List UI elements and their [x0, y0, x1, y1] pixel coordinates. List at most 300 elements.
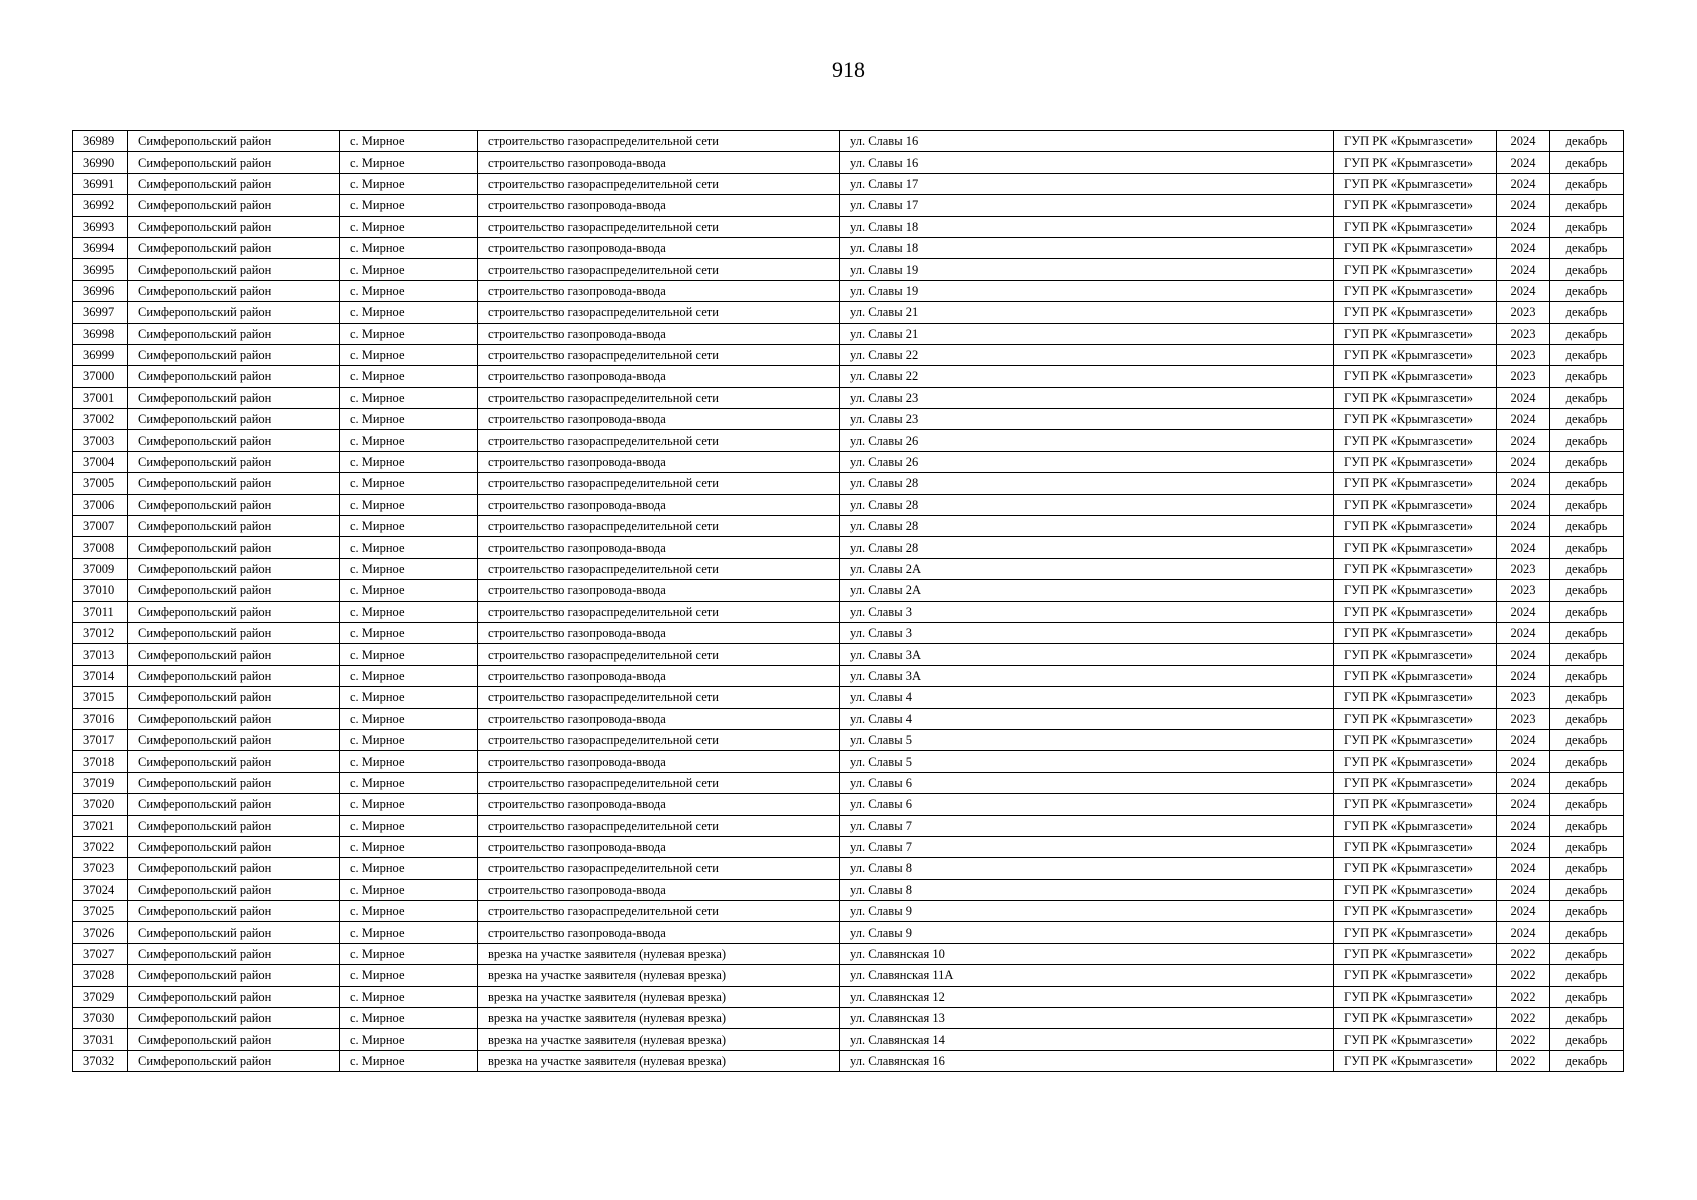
address-cell: ул. Славы 28	[840, 494, 1334, 515]
work-type-cell: строительство газораспределительной сети	[478, 131, 840, 152]
table-row	[73, 836, 1624, 857]
address-cell: ул. Славы 22	[840, 344, 1334, 365]
year-cell: 2024	[1497, 173, 1550, 194]
address-cell: ул. Славы 28	[840, 473, 1334, 494]
work-type-cell: строительство газораспределительной сети	[478, 601, 840, 622]
settlement-cell: с. Мирное	[340, 302, 478, 323]
address-cell: ул. Славы 7	[840, 836, 1334, 857]
month-cell: декабрь	[1550, 430, 1624, 451]
year-cell: 2024	[1497, 409, 1550, 430]
work-type-cell: строительство газораспределительной сети	[478, 815, 840, 836]
settlement-cell: с. Мирное	[340, 815, 478, 836]
settlement-cell: с. Мирное	[340, 259, 478, 280]
year-cell: 2024	[1497, 387, 1550, 408]
address-cell: ул. Славы 18	[840, 237, 1334, 258]
organization-cell: ГУП РК «Крымгазсети»	[1334, 644, 1497, 665]
month-cell: декабрь	[1550, 772, 1624, 793]
settlement-cell: с. Мирное	[340, 323, 478, 344]
month-cell: декабрь	[1550, 836, 1624, 857]
table-row	[73, 965, 1624, 986]
settlement-cell: с. Мирное	[340, 430, 478, 451]
organization-cell: ГУП РК «Крымгазсети»	[1334, 558, 1497, 579]
year-cell: 2024	[1497, 751, 1550, 772]
row-number-cell: 37008	[73, 537, 128, 558]
address-cell: ул. Славы 23	[840, 387, 1334, 408]
organization-cell: ГУП РК «Крымгазсети»	[1334, 494, 1497, 515]
settlement-cell: с. Мирное	[340, 1050, 478, 1071]
row-number-cell: 36993	[73, 216, 128, 237]
address-cell: ул. Славы 2А	[840, 558, 1334, 579]
month-cell: декабрь	[1550, 622, 1624, 643]
organization-cell: ГУП РК «Крымгазсети»	[1334, 965, 1497, 986]
year-cell: 2024	[1497, 430, 1550, 451]
year-cell: 2024	[1497, 237, 1550, 258]
organization-cell: ГУП РК «Крымгазсети»	[1334, 1050, 1497, 1071]
month-cell: декабрь	[1550, 280, 1624, 301]
month-cell: декабрь	[1550, 815, 1624, 836]
month-cell: декабрь	[1550, 922, 1624, 943]
month-cell: декабрь	[1550, 558, 1624, 579]
district-cell: Симферопольский район	[128, 366, 340, 387]
table-row	[73, 516, 1624, 537]
address-cell: ул. Славы 16	[840, 152, 1334, 173]
year-cell: 2024	[1497, 922, 1550, 943]
row-number-cell: 37021	[73, 815, 128, 836]
address-cell: ул. Славы 22	[840, 366, 1334, 387]
settlement-cell: с. Мирное	[340, 858, 478, 879]
organization-cell: ГУП РК «Крымгазсети»	[1334, 537, 1497, 558]
year-cell: 2024	[1497, 601, 1550, 622]
district-cell: Симферопольский район	[128, 323, 340, 344]
month-cell: декабрь	[1550, 751, 1624, 772]
month-cell: декабрь	[1550, 601, 1624, 622]
work-type-cell: строительство газораспределительной сети	[478, 430, 840, 451]
month-cell: декабрь	[1550, 302, 1624, 323]
address-cell: ул. Славы 19	[840, 280, 1334, 301]
row-number-cell: 37019	[73, 772, 128, 793]
district-cell: Симферопольский район	[128, 665, 340, 686]
district-cell: Симферопольский район	[128, 601, 340, 622]
organization-cell: ГУП РК «Крымгазсети»	[1334, 772, 1497, 793]
work-type-cell: строительство газопровода-ввода	[478, 237, 840, 258]
settlement-cell: с. Мирное	[340, 687, 478, 708]
table-row	[73, 494, 1624, 515]
month-cell: декабрь	[1550, 494, 1624, 515]
month-cell: декабрь	[1550, 858, 1624, 879]
month-cell: декабрь	[1550, 1029, 1624, 1050]
table-row	[73, 1050, 1624, 1071]
district-cell: Симферопольский район	[128, 280, 340, 301]
row-number-cell: 37028	[73, 965, 128, 986]
district-cell: Симферопольский район	[128, 409, 340, 430]
district-cell: Симферопольский район	[128, 195, 340, 216]
work-type-cell: строительство газопровода-ввода	[478, 494, 840, 515]
year-cell: 2024	[1497, 451, 1550, 472]
work-type-cell: строительство газопровода-ввода	[478, 622, 840, 643]
year-cell: 2022	[1497, 986, 1550, 1007]
organization-cell: ГУП РК «Крымгазсети»	[1334, 280, 1497, 301]
address-cell: ул. Славы 16	[840, 131, 1334, 152]
work-type-cell: врезка на участке заявителя (нулевая врезка)	[478, 1029, 840, 1050]
row-number-cell: 37020	[73, 794, 128, 815]
year-cell: 2023	[1497, 558, 1550, 579]
table-row	[73, 729, 1624, 750]
table-row	[73, 387, 1624, 408]
month-cell: декабрь	[1550, 901, 1624, 922]
year-cell: 2023	[1497, 302, 1550, 323]
table-row	[73, 259, 1624, 280]
work-type-cell: строительство газораспределительной сети	[478, 259, 840, 280]
year-cell: 2024	[1497, 195, 1550, 216]
address-cell: ул. Славы 3	[840, 622, 1334, 643]
settlement-cell: с. Мирное	[340, 836, 478, 857]
district-cell: Симферопольский район	[128, 986, 340, 1007]
month-cell: декабрь	[1550, 366, 1624, 387]
row-number-cell: 37012	[73, 622, 128, 643]
district-cell: Симферопольский район	[128, 580, 340, 601]
month-cell: декабрь	[1550, 708, 1624, 729]
work-type-cell: строительство газораспределительной сети	[478, 687, 840, 708]
organization-cell: ГУП РК «Крымгазсети»	[1334, 580, 1497, 601]
month-cell: декабрь	[1550, 237, 1624, 258]
row-number-cell: 36994	[73, 237, 128, 258]
row-number-cell: 37003	[73, 430, 128, 451]
table-row	[73, 173, 1624, 194]
settlement-cell: с. Мирное	[340, 644, 478, 665]
district-cell: Симферопольский район	[128, 537, 340, 558]
address-cell: ул. Славы 8	[840, 879, 1334, 900]
year-cell: 2022	[1497, 1029, 1550, 1050]
row-number-cell: 37022	[73, 836, 128, 857]
address-cell: ул. Славянская 10	[840, 943, 1334, 964]
month-cell: декабрь	[1550, 986, 1624, 1007]
organization-cell: ГУП РК «Крымгазсети»	[1334, 323, 1497, 344]
district-cell: Симферопольский район	[128, 815, 340, 836]
organization-cell: ГУП РК «Крымгазсети»	[1334, 409, 1497, 430]
year-cell: 2023	[1497, 323, 1550, 344]
address-cell: ул. Славянская 11А	[840, 965, 1334, 986]
district-cell: Симферопольский район	[128, 344, 340, 365]
row-number-cell: 37011	[73, 601, 128, 622]
district-cell: Симферопольский район	[128, 836, 340, 857]
settlement-cell: с. Мирное	[340, 1008, 478, 1029]
settlement-cell: с. Мирное	[340, 131, 478, 152]
table-row	[73, 152, 1624, 173]
work-type-cell: строительство газораспределительной сети	[478, 387, 840, 408]
settlement-cell: с. Мирное	[340, 622, 478, 643]
work-type-cell: строительство газораспределительной сети	[478, 473, 840, 494]
month-cell: декабрь	[1550, 451, 1624, 472]
row-number-cell: 37002	[73, 409, 128, 430]
district-cell: Симферопольский район	[128, 965, 340, 986]
row-number-cell: 37029	[73, 986, 128, 1007]
organization-cell: ГУП РК «Крымгазсети»	[1334, 879, 1497, 900]
organization-cell: ГУП РК «Крымгазсети»	[1334, 665, 1497, 686]
work-type-cell: врезка на участке заявителя (нулевая врезка)	[478, 965, 840, 986]
organization-cell: ГУП РК «Крымгазсети»	[1334, 729, 1497, 750]
work-type-cell: строительство газопровода-ввода	[478, 195, 840, 216]
organization-cell: ГУП РК «Крымгазсети»	[1334, 152, 1497, 173]
organization-cell: ГУП РК «Крымгазсети»	[1334, 901, 1497, 922]
row-number-cell: 37026	[73, 922, 128, 943]
district-cell: Симферопольский район	[128, 494, 340, 515]
organization-cell: ГУП РК «Крымгазсети»	[1334, 131, 1497, 152]
row-number-cell: 36999	[73, 344, 128, 365]
year-cell: 2024	[1497, 901, 1550, 922]
gas-works-table	[72, 130, 1624, 1072]
year-cell: 2024	[1497, 516, 1550, 537]
table-row	[73, 901, 1624, 922]
row-number-cell: 37030	[73, 1008, 128, 1029]
year-cell: 2024	[1497, 815, 1550, 836]
settlement-cell: с. Мирное	[340, 751, 478, 772]
table-row	[73, 366, 1624, 387]
address-cell: ул. Славы 3А	[840, 644, 1334, 665]
settlement-cell: с. Мирное	[340, 601, 478, 622]
table-row	[73, 280, 1624, 301]
year-cell: 2024	[1497, 131, 1550, 152]
work-type-cell: строительство газопровода-ввода	[478, 708, 840, 729]
address-cell: ул. Славы 5	[840, 751, 1334, 772]
address-cell: ул. Славы 7	[840, 815, 1334, 836]
year-cell: 2022	[1497, 1008, 1550, 1029]
month-cell: декабрь	[1550, 323, 1624, 344]
settlement-cell: с. Мирное	[340, 794, 478, 815]
table-row	[73, 622, 1624, 643]
address-cell: ул. Славы 17	[840, 195, 1334, 216]
year-cell: 2024	[1497, 622, 1550, 643]
row-number-cell: 37023	[73, 858, 128, 879]
work-type-cell: строительство газопровода-ввода	[478, 922, 840, 943]
organization-cell: ГУП РК «Крымгазсети»	[1334, 836, 1497, 857]
work-type-cell: строительство газораспределительной сети	[478, 216, 840, 237]
row-number-cell: 37024	[73, 879, 128, 900]
work-type-cell: строительство газораспределительной сети	[478, 644, 840, 665]
settlement-cell: с. Мирное	[340, 772, 478, 793]
month-cell: декабрь	[1550, 409, 1624, 430]
table-row	[73, 195, 1624, 216]
district-cell: Симферопольский район	[128, 558, 340, 579]
month-cell: декабрь	[1550, 131, 1624, 152]
settlement-cell: с. Мирное	[340, 173, 478, 194]
district-cell: Симферопольский район	[128, 516, 340, 537]
row-number-cell: 37014	[73, 665, 128, 686]
settlement-cell: с. Мирное	[340, 152, 478, 173]
address-cell: ул. Славы 3А	[840, 665, 1334, 686]
settlement-cell: с. Мирное	[340, 280, 478, 301]
row-number-cell: 37010	[73, 580, 128, 601]
settlement-cell: с. Мирное	[340, 237, 478, 258]
settlement-cell: с. Мирное	[340, 943, 478, 964]
district-cell: Симферопольский район	[128, 387, 340, 408]
year-cell: 2023	[1497, 687, 1550, 708]
settlement-cell: с. Мирное	[340, 965, 478, 986]
organization-cell: ГУП РК «Крымгазсети»	[1334, 259, 1497, 280]
work-type-cell: строительство газораспределительной сети	[478, 516, 840, 537]
table-row	[73, 473, 1624, 494]
table-row	[73, 858, 1624, 879]
address-cell: ул. Славы 9	[840, 901, 1334, 922]
settlement-cell: с. Мирное	[340, 387, 478, 408]
address-cell: ул. Славы 28	[840, 537, 1334, 558]
settlement-cell: с. Мирное	[340, 729, 478, 750]
district-cell: Симферопольский район	[128, 216, 340, 237]
month-cell: декабрь	[1550, 729, 1624, 750]
row-number-cell: 36995	[73, 259, 128, 280]
district-cell: Симферопольский район	[128, 772, 340, 793]
year-cell: 2024	[1497, 152, 1550, 173]
row-number-cell: 37006	[73, 494, 128, 515]
settlement-cell: с. Мирное	[340, 708, 478, 729]
month-cell: декабрь	[1550, 537, 1624, 558]
row-number-cell: 37013	[73, 644, 128, 665]
settlement-cell: с. Мирное	[340, 344, 478, 365]
district-cell: Симферопольский район	[128, 794, 340, 815]
organization-cell: ГУП РК «Крымгазсети»	[1334, 794, 1497, 815]
table-row	[73, 687, 1624, 708]
row-number-cell: 37015	[73, 687, 128, 708]
row-number-cell: 37031	[73, 1029, 128, 1050]
year-cell: 2024	[1497, 473, 1550, 494]
district-cell: Симферопольский район	[128, 259, 340, 280]
organization-cell: ГУП РК «Крымгазсети»	[1334, 195, 1497, 216]
district-cell: Симферопольский район	[128, 687, 340, 708]
row-number-cell: 37009	[73, 558, 128, 579]
address-cell: ул. Славы 3	[840, 601, 1334, 622]
work-type-cell: строительство газопровода-ввода	[478, 879, 840, 900]
work-type-cell: врезка на участке заявителя (нулевая врезка)	[478, 1008, 840, 1029]
address-cell: ул. Славы 5	[840, 729, 1334, 750]
year-cell: 2024	[1497, 494, 1550, 515]
address-cell: ул. Славянская 14	[840, 1029, 1334, 1050]
address-cell: ул. Славянская 16	[840, 1050, 1334, 1071]
table-row	[73, 1008, 1624, 1029]
table-row	[73, 644, 1624, 665]
work-type-cell: строительство газопровода-ввода	[478, 280, 840, 301]
address-cell: ул. Славы 21	[840, 302, 1334, 323]
settlement-cell: с. Мирное	[340, 665, 478, 686]
district-cell: Симферопольский район	[128, 131, 340, 152]
row-number-cell: 36990	[73, 152, 128, 173]
organization-cell: ГУП РК «Крымгазсети»	[1334, 943, 1497, 964]
address-cell: ул. Славы 17	[840, 173, 1334, 194]
row-number-cell: 37005	[73, 473, 128, 494]
work-type-cell: строительство газопровода-ввода	[478, 366, 840, 387]
settlement-cell: с. Мирное	[340, 901, 478, 922]
row-number-cell: 37001	[73, 387, 128, 408]
year-cell: 2024	[1497, 729, 1550, 750]
work-type-cell: строительство газораспределительной сети	[478, 558, 840, 579]
district-cell: Симферопольский район	[128, 901, 340, 922]
table-row	[73, 323, 1624, 344]
year-cell: 2024	[1497, 794, 1550, 815]
page-number: 918	[832, 57, 865, 82]
organization-cell: ГУП РК «Крымгазсети»	[1334, 302, 1497, 323]
district-cell: Симферопольский район	[128, 173, 340, 194]
table-row	[73, 237, 1624, 258]
work-type-cell: врезка на участке заявителя (нулевая врезка)	[478, 986, 840, 1007]
year-cell: 2023	[1497, 580, 1550, 601]
settlement-cell: с. Мирное	[340, 216, 478, 237]
organization-cell: ГУП РК «Крымгазсети»	[1334, 1029, 1497, 1050]
work-type-cell: строительство газораспределительной сети	[478, 772, 840, 793]
month-cell: декабрь	[1550, 665, 1624, 686]
work-type-cell: строительство газораспределительной сети	[478, 858, 840, 879]
work-type-cell: строительство газораспределительной сети	[478, 302, 840, 323]
district-cell: Симферопольский район	[128, 708, 340, 729]
organization-cell: ГУП РК «Крымгазсети»	[1334, 687, 1497, 708]
year-cell: 2023	[1497, 366, 1550, 387]
table-row	[73, 131, 1624, 152]
month-cell: декабрь	[1550, 344, 1624, 365]
month-cell: декабрь	[1550, 644, 1624, 665]
month-cell: декабрь	[1550, 687, 1624, 708]
table-row	[73, 601, 1624, 622]
year-cell: 2023	[1497, 344, 1550, 365]
month-cell: декабрь	[1550, 216, 1624, 237]
district-cell: Симферопольский район	[128, 237, 340, 258]
month-cell: декабрь	[1550, 1008, 1624, 1029]
table-row	[73, 537, 1624, 558]
table-row	[73, 879, 1624, 900]
settlement-cell: с. Мирное	[340, 922, 478, 943]
table-row	[73, 409, 1624, 430]
address-cell: ул. Славы 2А	[840, 580, 1334, 601]
work-type-cell: врезка на участке заявителя (нулевая врезка)	[478, 943, 840, 964]
year-cell: 2024	[1497, 836, 1550, 857]
table-row	[73, 922, 1624, 943]
settlement-cell: с. Мирное	[340, 473, 478, 494]
month-cell: декабрь	[1550, 195, 1624, 216]
table-row	[73, 751, 1624, 772]
district-cell: Симферопольский район	[128, 644, 340, 665]
month-cell: декабрь	[1550, 879, 1624, 900]
settlement-cell: с. Мирное	[340, 409, 478, 430]
work-type-cell: строительство газораспределительной сети	[478, 901, 840, 922]
work-type-cell: строительство газопровода-ввода	[478, 665, 840, 686]
work-type-cell: строительство газопровода-ввода	[478, 794, 840, 815]
work-type-cell: строительство газопровода-ввода	[478, 323, 840, 344]
work-type-cell: строительство газопровода-ввода	[478, 836, 840, 857]
table-row	[73, 772, 1624, 793]
row-number-cell: 37027	[73, 943, 128, 964]
address-cell: ул. Славы 28	[840, 516, 1334, 537]
row-number-cell: 36997	[73, 302, 128, 323]
settlement-cell: с. Мирное	[340, 195, 478, 216]
work-type-cell: строительство газопровода-ввода	[478, 537, 840, 558]
settlement-cell: с. Мирное	[340, 986, 478, 1007]
district-cell: Симферопольский район	[128, 1050, 340, 1071]
address-cell: ул. Славы 18	[840, 216, 1334, 237]
district-cell: Симферопольский район	[128, 451, 340, 472]
table-body	[73, 131, 1624, 1072]
district-cell: Симферопольский район	[128, 751, 340, 772]
row-number-cell: 37000	[73, 366, 128, 387]
table-row	[73, 430, 1624, 451]
district-cell: Симферопольский район	[128, 1008, 340, 1029]
year-cell: 2024	[1497, 665, 1550, 686]
month-cell: декабрь	[1550, 259, 1624, 280]
organization-cell: ГУП РК «Крымгазсети»	[1334, 815, 1497, 836]
settlement-cell: с. Мирное	[340, 451, 478, 472]
row-number-cell: 37032	[73, 1050, 128, 1071]
month-cell: декабрь	[1550, 943, 1624, 964]
district-cell: Симферопольский район	[128, 922, 340, 943]
address-cell: ул. Славянская 12	[840, 986, 1334, 1007]
work-type-cell: строительство газораспределительной сети	[478, 729, 840, 750]
district-cell: Симферопольский район	[128, 622, 340, 643]
settlement-cell: с. Мирное	[340, 366, 478, 387]
